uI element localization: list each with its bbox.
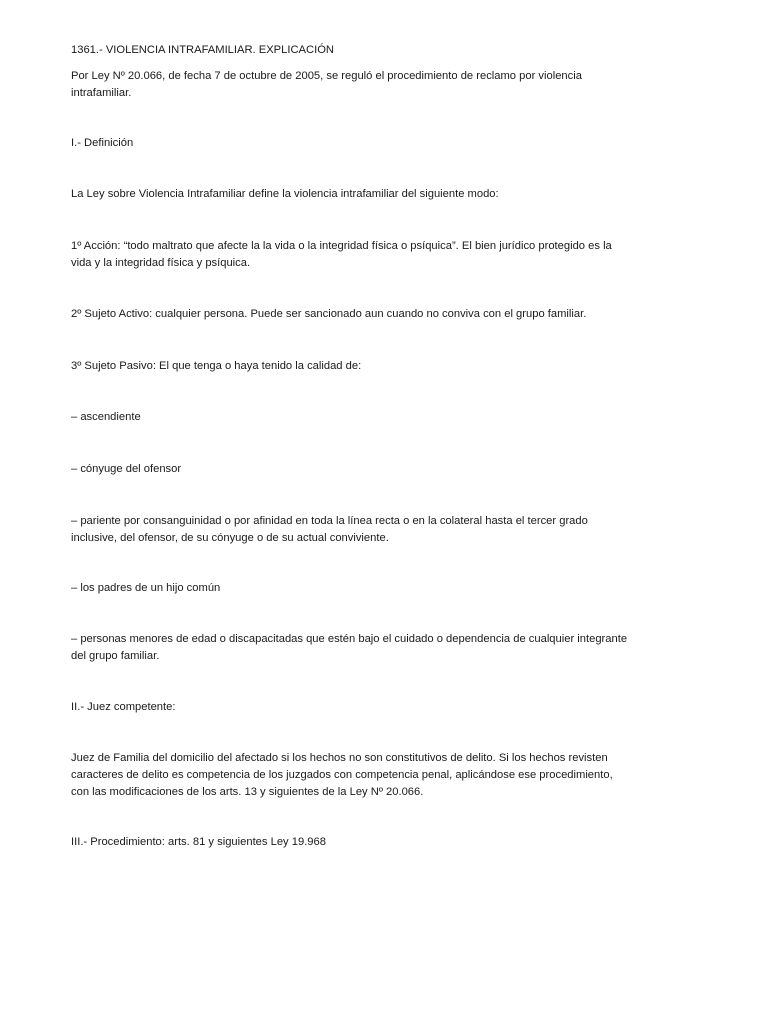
list-item-conyuge: – cónyuge del ofensor (71, 463, 182, 475)
document-title (71, 42, 703, 59)
title-text: 1361.- VIOLENCIA INTRAFAMILIAR. EXPLICACIÓN (71, 44, 334, 56)
section-2-heading: II.- Juez competente: (71, 701, 176, 713)
section-2-body: Juez de Familia del domicilio del afectado si los hechos no son constitutivos de delito. Si los hechos revisten caracteres de delito es competencia de los juzgados con competencia penal, aplicándose ese procedimiento, con las modificaciones de los arts. 13 y siguientes de la Ley Nº 20.066. (71, 752, 613, 798)
list-item-ascendiente: – ascendiente (71, 411, 141, 423)
intro-paragraph: Por Ley Nº 20.066, de fecha 7 de octubre de 2005, se reguló el procedimiento de reclamo por violencia intrafamiliar. (71, 70, 582, 99)
section-1-intro: La Ley sobre Violencia Intrafamiliar define la violencia intrafamiliar del siguiente modo: (71, 188, 499, 200)
list-item-menores: – personas menores de edad o discapacitadas que estén bajo el cuidado o dependencia de cualquier integrante del grupo familiar. (71, 633, 628, 662)
section-3-heading: III.- Procedimiento: arts. 81 y siguientes Ley 19.968 (71, 836, 326, 848)
sujeto-pasivo-paragraph: 3º Sujeto Pasivo: El que tenga o haya tenido la calidad de: (71, 360, 362, 372)
accion-paragraph: 1º Acción: “todo maltrato que afecte la la vida o la integridad física o psíquica”. El bien jurídico protegido es la vida y la integridad física y psíquica. (71, 240, 612, 269)
list-item-padres: – los padres de un hijo común (71, 582, 221, 594)
list-item-pariente: – pariente por consanguinidad o por afinidad en toda la línea recta o en la colateral hasta el tercer grado inclusive, del ofensor, de su cónyuge o de su actual conviviente. (71, 515, 588, 544)
section-1-heading: I.- Definición (71, 137, 134, 149)
sujeto-activo-paragraph: 2º Sujeto Activo: cualquier persona. Puede ser sancionado aun cuando no conviva con el grupo familiar. (71, 308, 587, 320)
